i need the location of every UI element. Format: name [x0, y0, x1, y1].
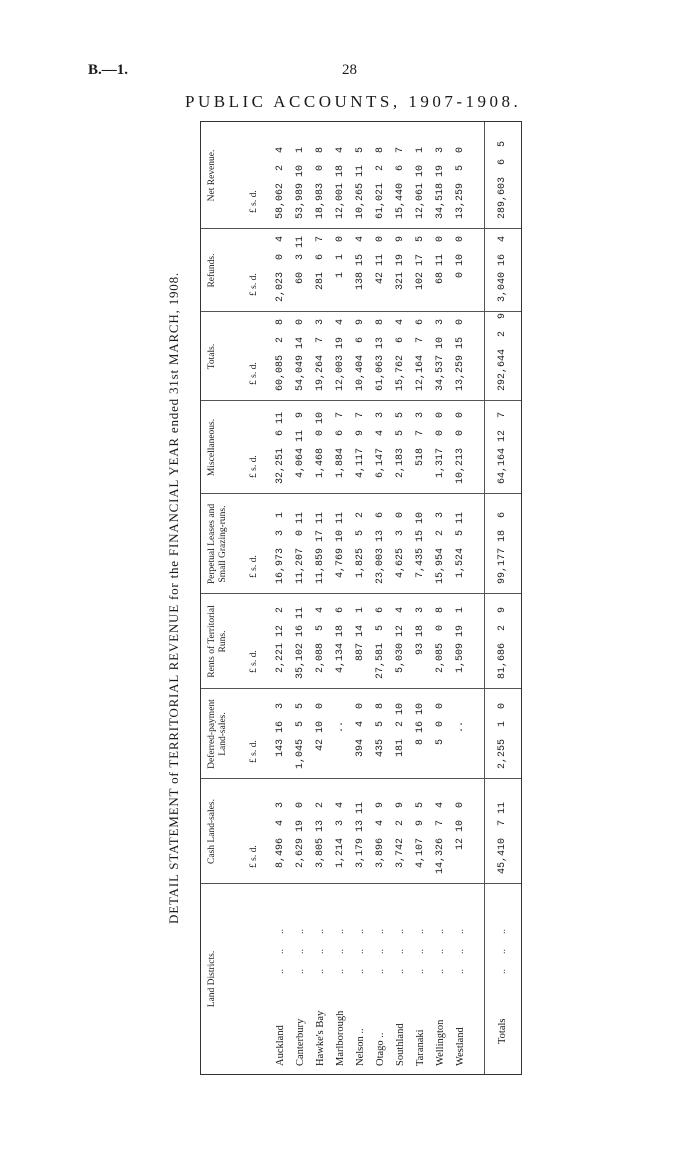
totals-cell: 64,164 12 7	[497, 411, 508, 484]
column-divider	[201, 311, 521, 312]
totals-cell: 3,040 16 4	[497, 235, 508, 302]
column-header: Perpetual Leases and Small Grazing-runs.	[207, 503, 228, 585]
table-cell: 321 19 9	[395, 235, 406, 302]
table-cell: 518 7 3	[415, 411, 426, 484]
table-cell: 61,021 2 8	[375, 146, 386, 219]
leader-dots: .. .. ..	[435, 929, 446, 974]
table-cell: 3,896 4 9	[375, 801, 386, 874]
table-cell: 35,102 16 11	[295, 606, 306, 679]
column-header: Miscellaneous.	[207, 418, 217, 477]
table-cell: 12,164 7 6	[415, 318, 426, 391]
column-header: Land Districts.	[207, 950, 217, 1008]
column-divider	[201, 228, 521, 229]
table-cell: 14,326 7 4	[435, 801, 446, 874]
table-cell: 394 4 0	[355, 702, 366, 769]
table-cell: 435 5 8	[375, 702, 386, 769]
table-cell: 887 14 1	[355, 606, 366, 679]
table-cell: 68 11 0	[435, 235, 446, 302]
column-header: Net Revenue.	[207, 149, 217, 202]
district-name: Auckland	[275, 1025, 286, 1066]
table-cell: 181 2 10	[395, 702, 406, 769]
table-cell: 34,537 10 3	[435, 318, 446, 391]
table-cell: 61,063 13 8	[375, 318, 386, 391]
totals-cell: 45,410 7 11	[497, 801, 508, 874]
table-cell: 23,003 13 6	[375, 511, 386, 584]
report-code: B.—1.	[88, 62, 129, 78]
table-cell: 1,884 6 7	[335, 411, 346, 484]
table-cell: ..	[335, 702, 346, 769]
table-cell: 2,183 5 5	[395, 411, 406, 484]
column-header: Deferred-payment Land-sales.	[207, 699, 228, 769]
column-divider	[201, 593, 521, 594]
table-cell: 8 16 10	[415, 702, 426, 769]
leader-dots: .. .. ..	[497, 929, 508, 974]
table-cell: 138 15 4	[355, 235, 366, 302]
unit-label: £ s. d.	[249, 455, 259, 478]
leader-dots: .. .. ..	[335, 929, 346, 974]
totals-cell: 292,644 2 9	[497, 312, 508, 391]
column-divider	[201, 400, 521, 401]
table-cell: 1,524 5 11	[455, 511, 466, 584]
table-cell: 6,147 4 3	[375, 411, 386, 484]
table-cell: 12,001 18 4	[335, 146, 346, 219]
table-cell: 60 3 11	[295, 235, 306, 302]
table-cell: 1,214 3 4	[335, 801, 346, 874]
table-cell: 4,625 3 0	[395, 511, 406, 584]
table-cell: 0 10 0	[455, 235, 466, 302]
column-header: Totals.	[207, 343, 217, 370]
table-cell: 8,496 4 3	[275, 801, 286, 874]
table-cell: 7,435 15 10	[415, 511, 426, 584]
district-name: Marlborough	[335, 1010, 346, 1066]
table-cell: 1,045 5 5	[295, 702, 306, 769]
totals-label: Totals	[497, 1018, 508, 1044]
table-cell: 5,030 12 4	[395, 606, 406, 679]
table-cell: 60,085 2 8	[275, 318, 286, 391]
table-cell: 10,213 0 0	[455, 411, 466, 484]
table-cell: 2,088 5 4	[315, 606, 326, 679]
table-cell: 12,061 10 1	[415, 146, 426, 219]
leader-dots: .. .. ..	[415, 929, 426, 974]
table-cell: 5 0 0	[435, 702, 446, 769]
table-cell: 2,629 19 0	[295, 801, 306, 874]
totals-cell: 289,603 6 5	[497, 140, 508, 219]
table-cell: 19,264 7 3	[315, 318, 326, 391]
leader-dots: .. .. ..	[355, 929, 366, 974]
table-cell: 3,805 13 2	[315, 801, 326, 874]
table-cell: 102 17 5	[415, 235, 426, 302]
column-divider	[201, 493, 521, 494]
table-cell: 1,509 19 1	[455, 606, 466, 679]
totals-cell: 81,686 2 9	[497, 606, 508, 679]
district-name: Hawke's Bay	[315, 1010, 326, 1066]
table-cell: 2,221 12 2	[275, 606, 286, 679]
table-cell: 13,259 15 0	[455, 318, 466, 391]
leader-dots: .. .. ..	[295, 929, 306, 974]
table-cell: 42 10 0	[315, 702, 326, 769]
table-cell: 4,107 9 5	[415, 801, 426, 874]
table-cell: 3,742 2 9	[395, 801, 406, 874]
table-cell: 11,859 17 11	[315, 511, 326, 584]
table-cell: 15,762 6 4	[395, 318, 406, 391]
page-title: PUBLIC ACCOUNTS, 1907-1908.	[185, 92, 522, 111]
rotated-table-block	[110, 121, 530, 1075]
table-cell: 1,468 0 10	[315, 411, 326, 484]
table-cell: 1,825 5 2	[355, 511, 366, 584]
table-cell: 4,769 10 11	[335, 511, 346, 584]
table-cell: 32,251 6 11	[275, 411, 286, 484]
table-cell: 15,440 6 7	[395, 146, 406, 219]
column-divider	[201, 883, 521, 884]
page-number: 28	[342, 62, 357, 78]
district-name: Westland	[455, 1027, 466, 1066]
table-cell: 4,117 9 7	[355, 411, 366, 484]
table-cell: 2,023 0 4	[275, 235, 286, 302]
totals-cell: 99,177 18 6	[497, 511, 508, 584]
district-name: Nelson ..	[355, 1028, 366, 1066]
table-cell: 18,983 0 8	[315, 146, 326, 219]
table-cell: 16,973 3 1	[275, 511, 286, 584]
unit-label: £ s. d.	[249, 555, 259, 578]
leader-dots: .. .. ..	[315, 929, 326, 974]
unit-label: £ s. d.	[249, 190, 259, 213]
table-cell: 13,259 5 0	[455, 146, 466, 219]
table-cell: 1,317 0 0	[435, 411, 446, 484]
table-cell: ..	[455, 702, 466, 769]
leader-dots: .. .. ..	[395, 929, 406, 974]
table-cell: 53,989 10 1	[295, 146, 306, 219]
unit-label: £ s. d.	[249, 650, 259, 673]
totals-cell: 2,255 1 0	[497, 702, 508, 769]
table-cell: 3,179 13 11	[355, 801, 366, 874]
column-divider	[201, 688, 521, 689]
table-cell: 27,581 5 6	[375, 606, 386, 679]
district-name: Wellington	[435, 1019, 446, 1066]
column-header: Rents of Territorial Runs.	[207, 605, 228, 678]
district-name: Southland	[395, 1023, 406, 1066]
table-cell: 2,085 0 8	[435, 606, 446, 679]
table-cell: 93 18 3	[415, 606, 426, 679]
table-cell: 4,064 11 9	[295, 411, 306, 484]
unit-label: £ s. d.	[249, 273, 259, 296]
column-header: Cash Land-sales.	[207, 799, 217, 864]
table-cell: 12,003 19 4	[335, 318, 346, 391]
unit-label: £ s. d.	[249, 740, 259, 763]
table-cell: 143 16 3	[275, 702, 286, 769]
unit-label: £ s. d.	[249, 845, 259, 868]
leader-dots: .. .. ..	[275, 929, 286, 974]
table-cell: 42 11 0	[375, 235, 386, 302]
table-cell: 15,954 2 3	[435, 511, 446, 584]
leader-dots: .. .. ..	[375, 929, 386, 974]
table-cell: 10,404 6 9	[355, 318, 366, 391]
table-cell: 4,134 18 6	[335, 606, 346, 679]
column-header: Refunds.	[207, 253, 217, 288]
revenue-table	[200, 121, 522, 1075]
table-cell: 1 1 0	[335, 235, 346, 302]
column-divider	[201, 778, 521, 779]
table-cell: 12 10 0	[455, 801, 466, 874]
table-cell: 58,062 2 4	[275, 146, 286, 219]
table-caption: DETAIL STATEMENT of TERRITORIAL REVENUE for the FINANCIAL YEAR ended 31st MARCH, 1908.	[166, 272, 181, 924]
district-name: Otago ..	[375, 1032, 386, 1066]
table-cell: 54,049 14 0	[295, 318, 306, 391]
table-cell: 281 6 7	[315, 235, 326, 302]
district-name: Canterbury	[295, 1018, 306, 1066]
totals-divider	[484, 122, 485, 1074]
unit-label: £ s. d.	[249, 362, 259, 385]
table-cell: 34,518 19 3	[435, 146, 446, 219]
table-cell: 11,207 0 11	[295, 511, 306, 584]
leader-dots: .. .. ..	[455, 929, 466, 974]
table-cell: 10,265 11 5	[355, 146, 366, 219]
district-name: Taranaki	[415, 1029, 426, 1066]
